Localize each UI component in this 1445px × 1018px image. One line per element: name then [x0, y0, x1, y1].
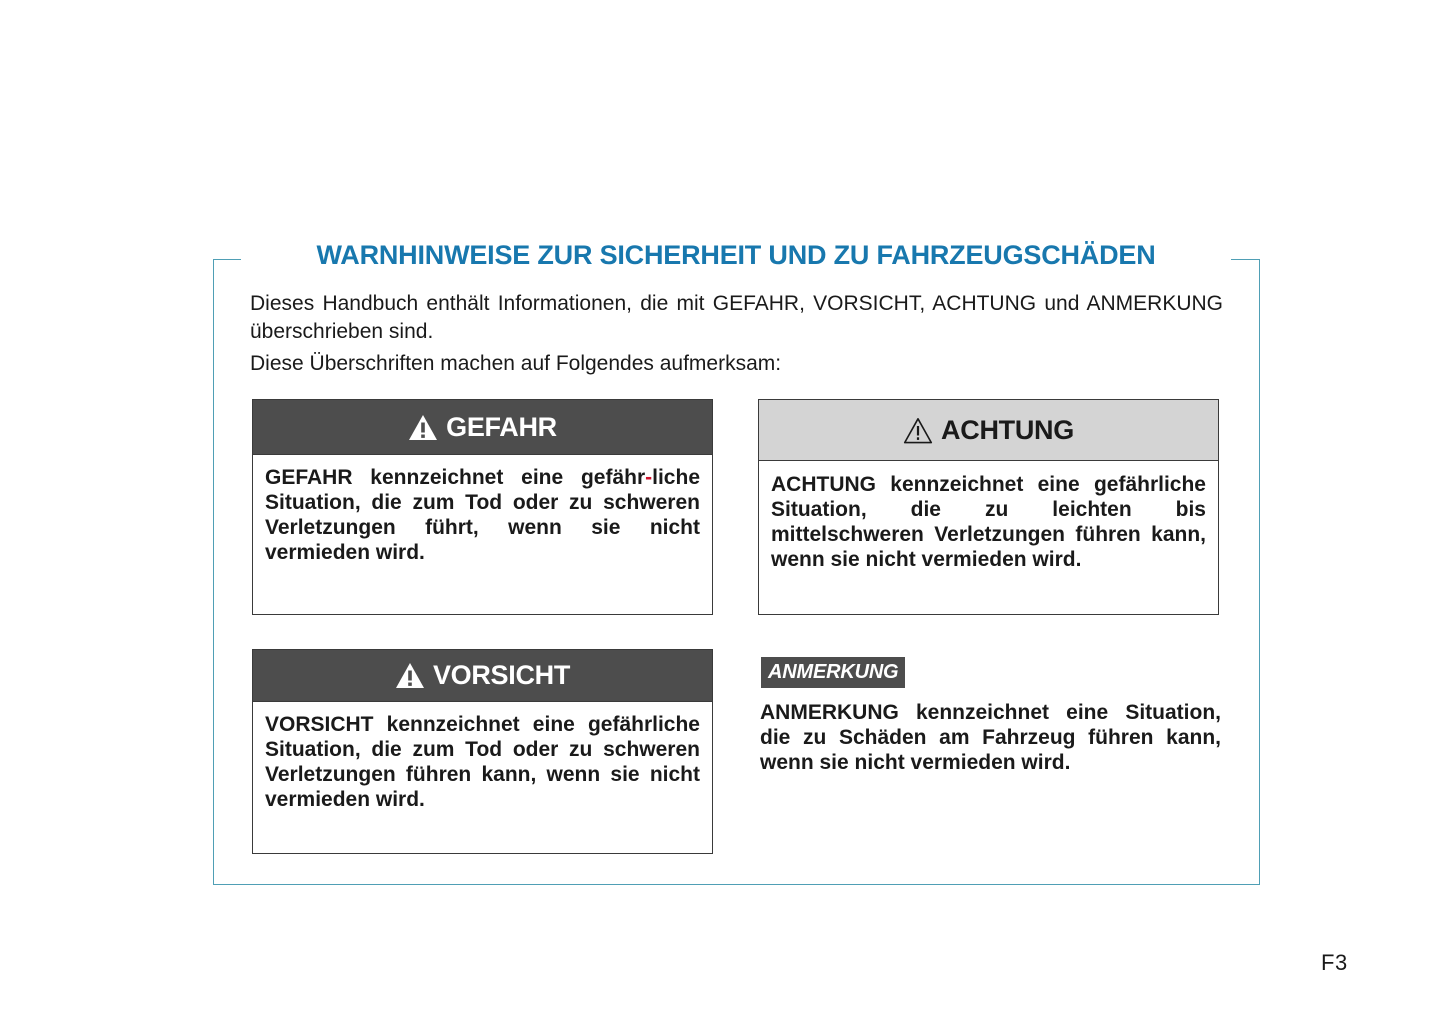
- achtung-text: ACHTUNG kennzeichnet eine gefährliche Situation, die zu leichten bis mittelschweren Verletzungen führen kann, wenn sie nicht vermieden wird.: [771, 473, 1206, 571]
- gefahr-text-main: GEFAHR kennzeichnet eine gefähr: [265, 466, 646, 489]
- vorsicht-text: VORSICHT kennzeichnet eine gefährliche Situation, die zum Tod oder zu schweren Verletzungen führen kann, wenn sie nicht vermieden wird.: [265, 713, 700, 811]
- gefahr-text-hyphen: -: [645, 466, 653, 489]
- vorsicht-box: [252, 649, 713, 854]
- intro-paragraph-1: Dieses Handbuch enthält Informationen, die mit GEFAHR, VORSICHT, ACHTUNG und ANMERKUNG überschrieben sind.: [250, 292, 1223, 343]
- section-title: WARNHINWEISE ZUR SICHERHEIT UND ZU FAHRZEUGSCHÄDEN: [316, 240, 1156, 270]
- gefahr-text-rest: liche Situation, die zum Tod oder zu schweren Verletzungen führt, wenn sie nicht vermieden wird.: [265, 466, 700, 564]
- gefahr-box: [252, 399, 713, 615]
- page-number: F3: [1321, 950, 1348, 975]
- achtung-header: [759, 400, 1218, 461]
- warning-triangle-filled-icon: [408, 414, 438, 441]
- achtung-label: ACHTUNG: [941, 414, 1074, 445]
- gefahr-header: [253, 400, 712, 455]
- intro-paragraph-2: Diese Überschriften machen auf Folgendes aufmerksam:: [250, 352, 782, 375]
- gefahr-label: GEFAHR: [446, 411, 557, 442]
- anmerkung-text: ANMERKUNG kennzeichnet eine Situation, die zu Schäden am Fahrzeug führen kann, wenn sie nicht vermieden wird.: [760, 701, 1221, 774]
- intro-text: [250, 290, 1223, 378]
- anmerkung-badge: ANMERKUNG: [761, 657, 905, 688]
- vorsicht-header: [253, 650, 712, 702]
- gefahr-text: [253, 455, 712, 565]
- frame-top-right-segment: [1231, 259, 1260, 260]
- warning-triangle-outline-icon: [903, 417, 933, 444]
- warning-triangle-filled-icon: [395, 662, 425, 689]
- frame-top-left-segment: [213, 259, 241, 260]
- vorsicht-label: VORSICHT: [432, 660, 571, 690]
- achtung-box: [758, 399, 1219, 615]
